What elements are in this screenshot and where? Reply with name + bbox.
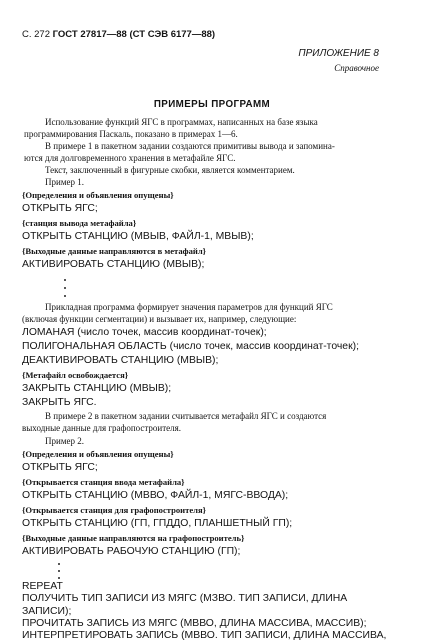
paragraph-line: Текст, заключенный в фигурные скобки, является комментарием.	[45, 165, 295, 175]
ellipsis-dot	[64, 287, 66, 289]
code-line: ПОЛИГОНАЛЬНАЯ ОБЛАСТЬ (число точек, массив координат-точек);	[22, 341, 359, 352]
ellipsis-dot	[58, 577, 60, 579]
example-heading: Пример 1.	[45, 177, 85, 187]
standard-designation: ГОСТ 27817—88 (СТ СЭВ 6177—88)	[52, 29, 216, 40]
ellipsis-dot	[58, 570, 60, 572]
example-heading: Пример 2.	[45, 436, 85, 446]
appendix-title: ПРИЛОЖЕНИЕ 8	[298, 48, 379, 59]
paragraph-line: выходные данные для графопостроителя.	[22, 423, 182, 433]
code-comment: {Определения и объявления опущены}	[22, 190, 174, 200]
code-comment: {Определения и объявления опущены}	[22, 449, 174, 459]
code-line: REPEAT	[22, 581, 63, 592]
code-line: ЗАКРЫТЬ СТАНЦИЮ (МВЫВ);	[22, 383, 172, 394]
code-line: АКТИВИРОВАТЬ СТАНЦИЮ (МВЫВ);	[22, 259, 205, 270]
paragraph-line: В примере 1 в пакетном задании создаются примитивы вывода и запомина-	[45, 141, 335, 151]
section-title: ПРИМЕРЫ ПРОГРАММ	[153, 99, 271, 110]
paragraph-line: Прикладная программа формирует значения параметров для функций ЯГС	[45, 302, 333, 312]
code-comment: {Открывается станция ввода метафайла}	[22, 477, 185, 487]
paragraph-line: В примере 2 в пакетном задании считывается метафайл ЯГС и создаются	[45, 411, 327, 421]
code-line: ОТКРЫТЬ СТАНЦИЮ (МВЫВ, ФАЙЛ-1, МВЫВ);	[22, 231, 254, 242]
code-comment: {Открывается станция для графопостроителя}	[22, 505, 207, 515]
paragraph-line: ются для долговременного хранения в метафайле ЯГС.	[24, 153, 236, 163]
code-line: ИНТЕРПРЕТИРОВАТЬ ЗАПИСЬ (МВВО. ТИП ЗАПИСИ, ДЛИНА МАССИВА,	[22, 630, 387, 641]
ellipsis-dot	[64, 295, 66, 297]
code-line: ДЕАКТИВИРОВАТЬ СТАНЦИЮ (МВЫВ);	[22, 355, 219, 366]
appendix-subtitle: Справочное	[334, 63, 379, 73]
code-line: ОТКРЫТЬ СТАНЦИЮ (ГП, ГПДДО, ПЛАНШЕТНЫЙ ГП);	[22, 518, 293, 529]
paragraph-line: Использование функций ЯГС в программах, написанных на базе языка	[45, 117, 318, 127]
code-comment: {Метафайл освобождается}	[22, 370, 129, 380]
code-comment: {Выходные данные направляются на графопостроитель}	[22, 533, 245, 543]
code-line: ОТКРЫТЬ ЯГС;	[22, 203, 98, 214]
code-comment: {Выходные данные направляются в метафайл}	[22, 246, 207, 256]
page-header	[22, 29, 215, 40]
paragraph-line: (включая функции сегментации) и вызывает их, например, следующие:	[22, 314, 297, 324]
code-line: ЗАПИСИ);	[22, 606, 72, 617]
code-line: АКТИВИРОВАТЬ РАБОЧУЮ СТАНЦИЮ (ГП);	[22, 546, 241, 557]
code-line: ОТКРЫТЬ СТАНЦИЮ (МВВО, ФАЙЛ-1, МЯГС-ВВОДА);	[22, 490, 289, 501]
code-line: ПОЛУЧИТЬ ТИП ЗАПИСИ ИЗ МЯГС (МЗВО. ТИП ЗАПИСИ, ДЛИНА	[22, 593, 348, 604]
ellipsis-dot	[64, 279, 66, 281]
paragraph-line: программирования Паскаль, показано в примерах 1—6.	[24, 129, 238, 139]
code-line: ОТКРЫТЬ ЯГС;	[22, 462, 98, 473]
code-line: ЗАКРЫТЬ ЯГС.	[22, 397, 97, 408]
code-line: ЛОМАНАЯ (число точек, массив координат-точек);	[22, 327, 267, 338]
ellipsis-dot	[58, 563, 60, 565]
code-comment: {станция вывода метафайла}	[22, 218, 137, 228]
page-number: С. 272	[22, 29, 50, 40]
code-line: ПРОЧИТАТЬ ЗАПИСЬ ИЗ МЯГС (МВВО, ДЛИНА МАССИВА, МАССИВ);	[22, 618, 367, 629]
